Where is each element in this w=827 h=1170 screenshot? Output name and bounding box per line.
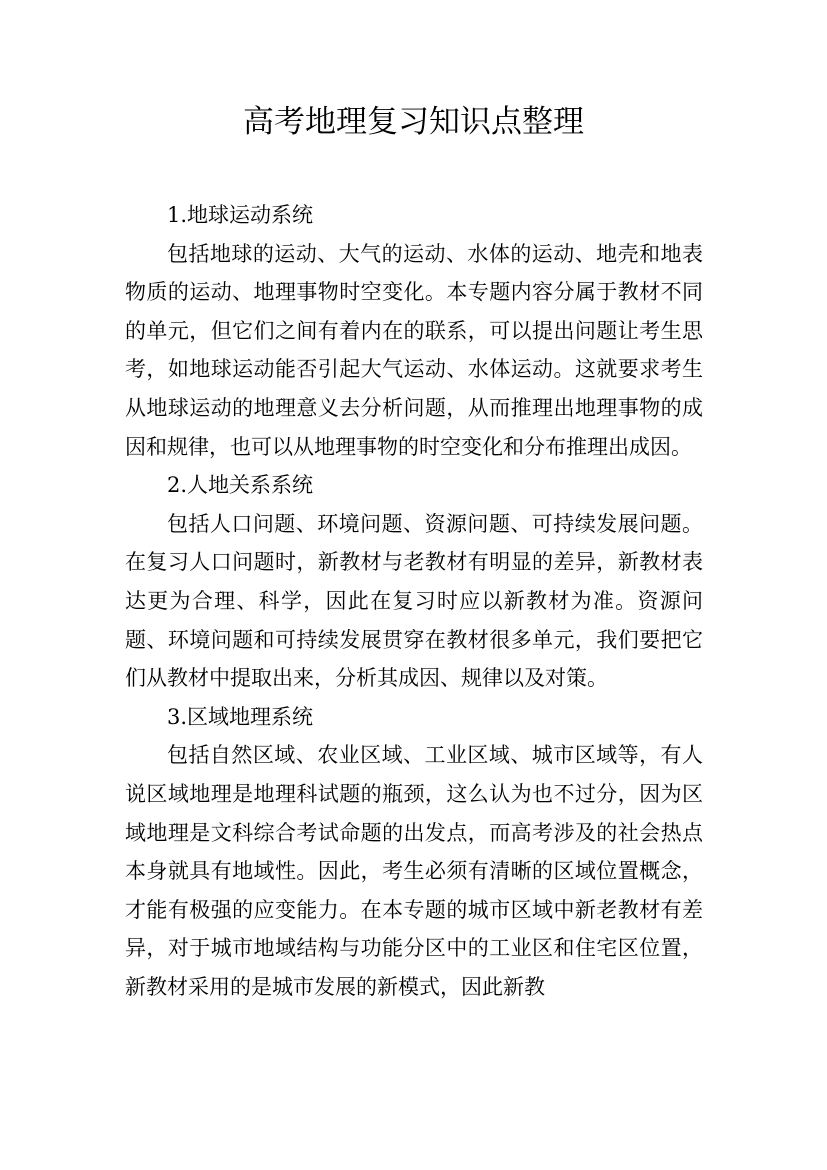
section-heading-human-earth: 2.人地关系系统 <box>167 473 314 498</box>
section-paragraph-earth-motion: 包括地球的运动、大气的运动、水体的运动、地壳和地表物质的运动、地理事物时空变化。本专题内容分属于教材不同的单元，但它们之间有着内在的联系，可以提出问题让考生思考，如地球运动能否引起大气运动、水体运动。这就要求考生从地球运动的地理意义去分析问题，从而推理出地理事物的成因和规律，也可以从地理事物的时空变化和分布推理出成因。 <box>125 241 703 459</box>
section-paragraph-regional: 包括自然区域、农业区域、工业区域、城市区域等，有人说区域地理是地理科试题的瓶颈，这么认为也不过分，因为区域地理是文科综合考试命题的出发点，而高考涉及的社会热点本身就具有地域性。因此，考生必须有清晰的区域位置概念，才能有极强的应变能力。在本专题的城市区域中新老教材有差异，对于城市地域结构与功能分区中的工业区和住宅区位置，新教材采用的是城市发展的新模式，因此新教 <box>125 743 703 999</box>
document-title: 高考地理复习知识点整理 <box>243 104 584 140</box>
document-body <box>125 196 703 1006</box>
section-paragraph-human-earth: 包括人口问题、环境问题、资源问题、可持续发展问题。在复习人口问题时，新教材与老教材有明显的差异，新教材表达更为合理、科学，因此在复习时应以新教材为准。资源问题、环境问题和可持续发展贯穿在教材很多单元，我们要把它们从教材中提取出来，分析其成因、规律以及对策。 <box>125 511 703 691</box>
section-heading-regional: 3.区域地理系统 <box>167 704 314 729</box>
section-heading-earth-motion: 1.地球运动系统 <box>167 203 314 227</box>
